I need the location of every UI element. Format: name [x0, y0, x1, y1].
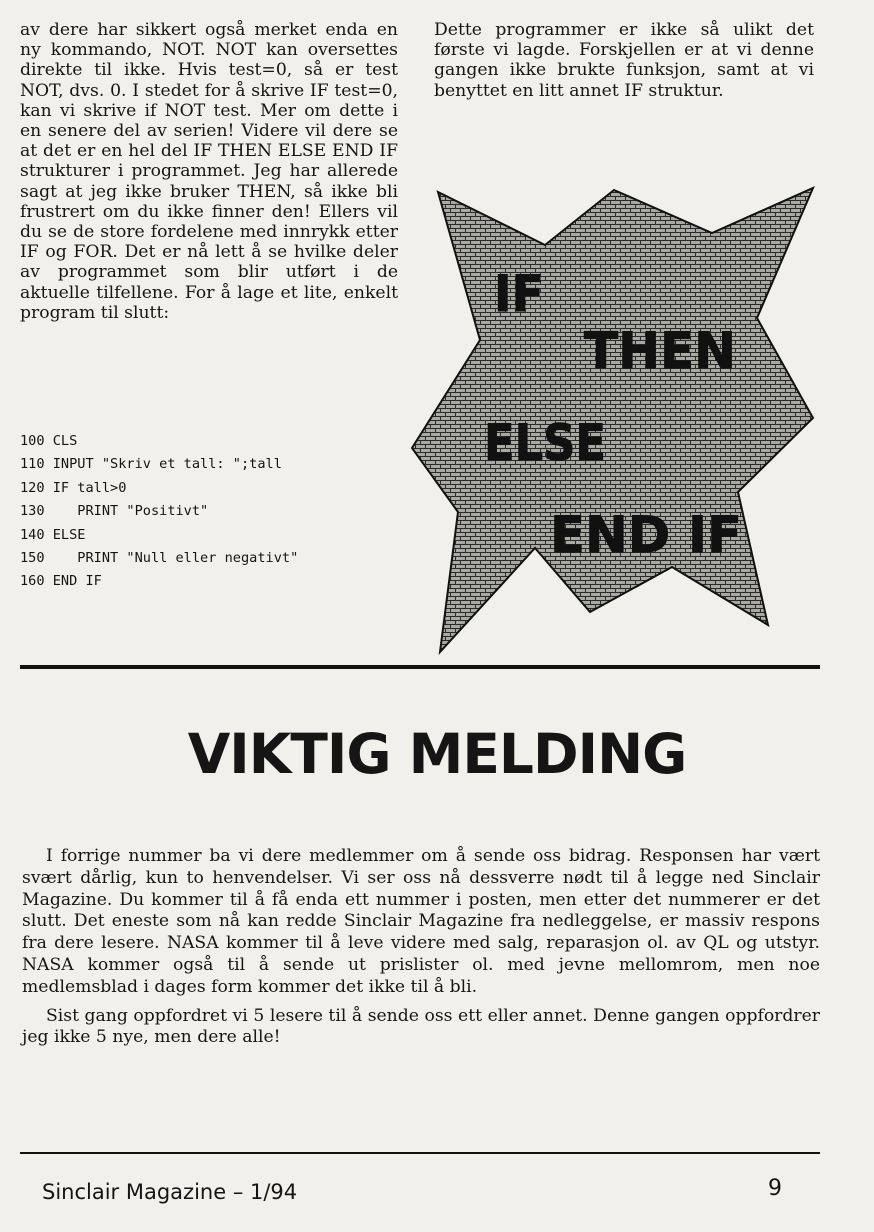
graphic-word-if: IF [494, 265, 544, 323]
footer-page-number: 9 [768, 1176, 782, 1201]
notice-body [22, 846, 820, 1049]
code-line: 140 ELSE [20, 526, 86, 543]
code-line: 120 IF tall>0 [20, 479, 127, 496]
article-text-right: Dette programmer er ikke så ulikt det første vi lagde. Forskjellen er at vi denne gangen ikke brukte funksjon, samt at vi benyttet en litt annet IF struktur. [434, 20, 814, 101]
section-divider [20, 665, 820, 669]
notice-paragraph: I forrige nummer ba vi dere medlemmer om å sende oss bidrag. Responsen har vært svært dårlig, kun to henvendelser. Vi ser oss nå dessverre nødt til å legge ned Sinclair Magazine. Du kommer til å få enda ett nummer i posten, men etter det nummerer er det slutt. Det eneste som nå kan redde Sinclair Magazine fra nedleggelse, er massiv respons fra dere lesere. NASA kommer til å leve videre med salg, reparasjon ol. av QL og utstyr. NASA kommer også til å sende ut prislister ol. med jevne mellomrom, men noe medlemsblad i dages form kommer det ikke til å bli. [22, 846, 820, 997]
code-line: 110 INPUT "Skriv et tall: ";tall [20, 456, 282, 473]
code-line: 130 PRINT "Positivt" [20, 503, 209, 520]
graphic-word-else: ELSE [484, 414, 606, 472]
notice-headline: VIKTIG MELDING [187, 722, 687, 786]
starburst-shape [412, 188, 813, 652]
footer-divider [20, 1152, 820, 1154]
code-line: 160 END IF [20, 573, 102, 590]
footer-magazine-title: Sinclair Magazine – 1/94 [42, 1180, 298, 1204]
code-line: 150 PRINT "Null eller negativt" [20, 550, 299, 567]
code-line: 100 CLS [20, 433, 78, 449]
graphic-word-end-if: END IF [550, 506, 742, 564]
article-text-left: av dere har sikkert også merket enda en ny kommando, NOT. NOT kan oversettes direkte til ikke. Hvis test=0, så er test NOT, dvs. 0. I stedet for å skrive IF test=0, kan vi skrive if NOT test. Mer om dette i en senere del av serien! Videre vil dere se at det er en hel del IF THEN ELSE END IF strukturer i programmet. Jeg har allerede sagt at jeg ikke bruker THEN, så ikke bli frustrert om du ikke finner den! Ellers vil du se de store fordelene med innrykk etter IF og FOR. Det er nå lett å se hvilke deler av programmet som blir utført i de aktuelle tilfellene. For å lage et lite, enkelt program til slutt: [20, 20, 398, 323]
graphic-word-then: THEN [584, 322, 736, 380]
notice-paragraph: Sist gang oppfordret vi 5 lesere til å sende oss ett eller annet. Denne gangen oppfordrer jeg ikke 5 nye, men dere alle! [22, 1005, 820, 1048]
